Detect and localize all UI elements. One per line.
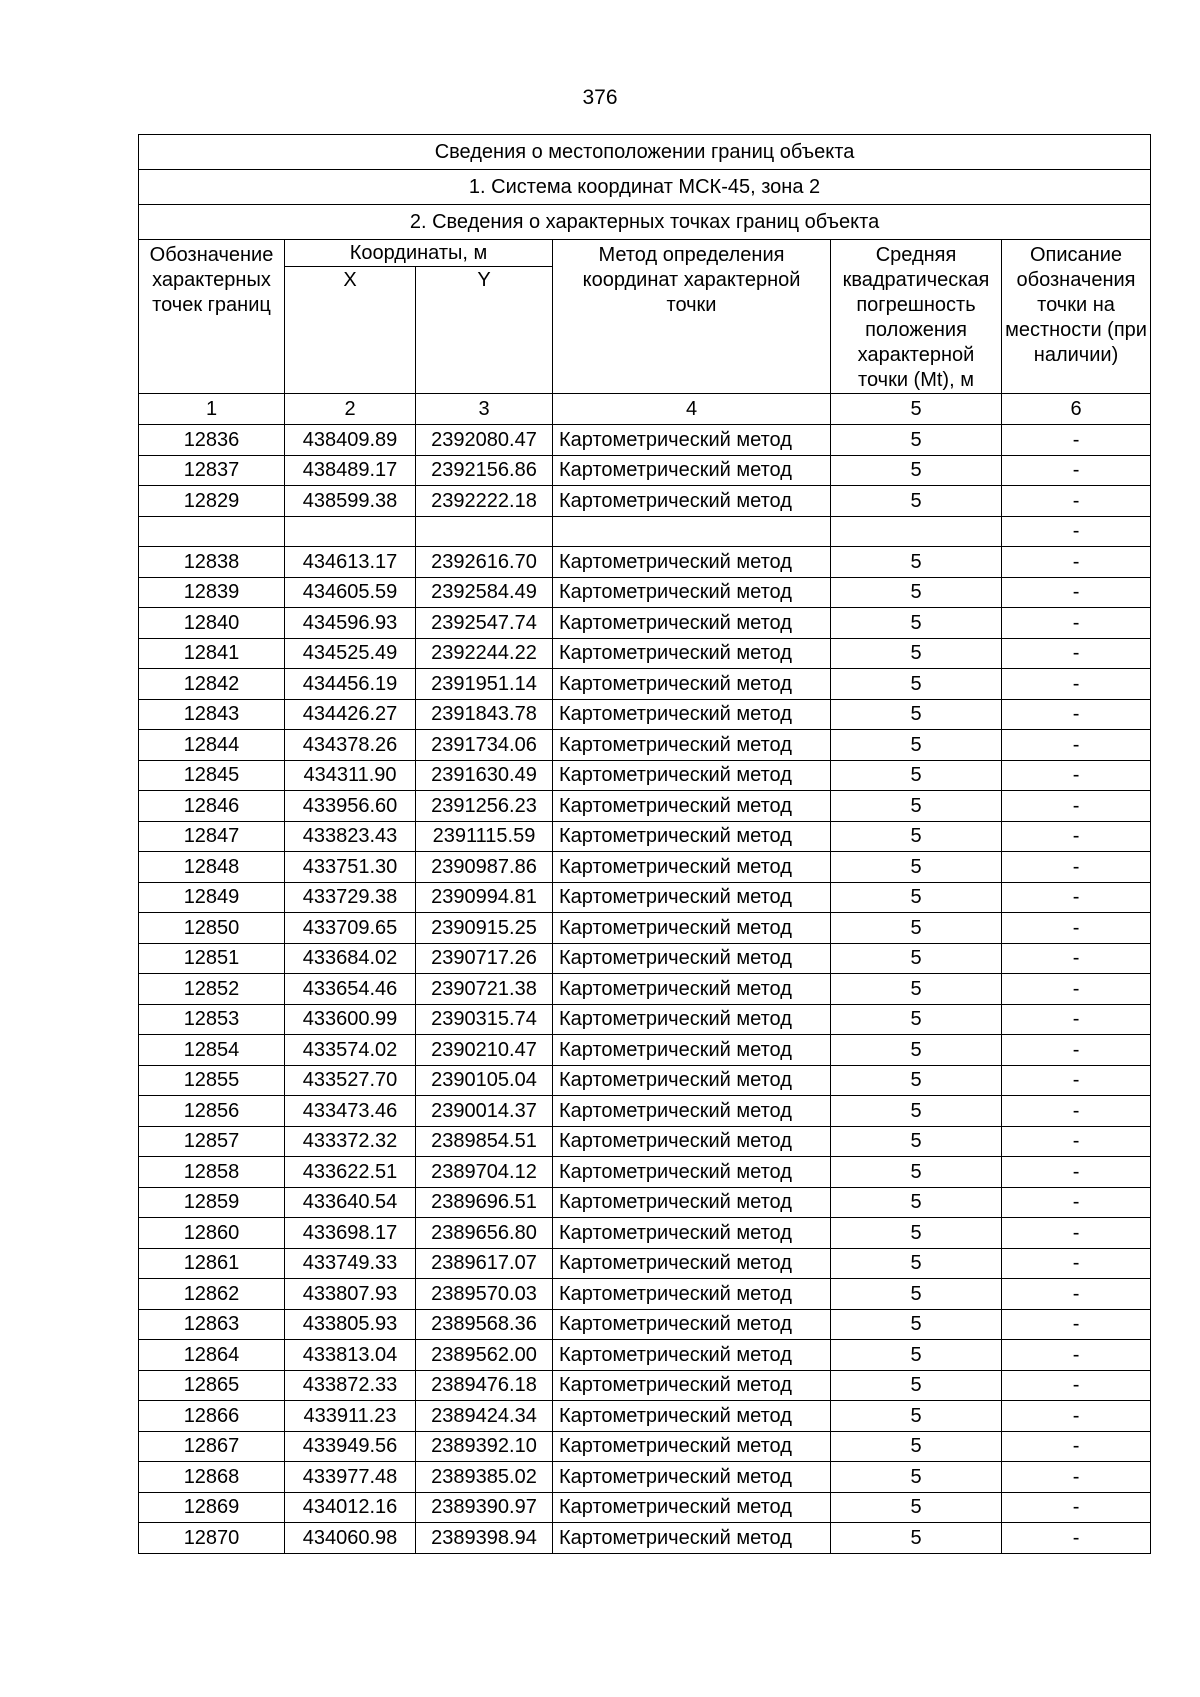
cell-x: 434426.27 — [285, 699, 416, 730]
cell-point: 12839 — [139, 577, 285, 608]
section-row — [139, 205, 1151, 240]
title-row — [139, 135, 1151, 170]
cell-mt — [831, 516, 1002, 547]
cell-y: 2390014.37 — [416, 1096, 553, 1127]
cell-point: 12847 — [139, 821, 285, 852]
cell-x: 433473.46 — [285, 1096, 416, 1127]
cell-description: - — [1002, 913, 1151, 944]
column-number: 5 — [831, 394, 1002, 425]
cell-description: - — [1002, 1218, 1151, 1249]
cell-x: 433600.99 — [285, 1004, 416, 1035]
cell-point: 12842 — [139, 669, 285, 700]
cell-description: - — [1002, 425, 1151, 456]
cell-point: 12865 — [139, 1370, 285, 1401]
cell-x: 433949.56 — [285, 1431, 416, 1462]
cell-description: - — [1002, 852, 1151, 883]
cell-y: 2389617.07 — [416, 1248, 553, 1279]
cell-point: 12852 — [139, 974, 285, 1005]
table-row — [139, 516, 1151, 547]
table-row — [139, 730, 1151, 761]
coordinate-system: 1. Система координат МСК-45, зона 2 — [139, 170, 1151, 205]
cell-y: 2389398.94 — [416, 1523, 553, 1554]
cell-y: 2389385.02 — [416, 1462, 553, 1493]
system-row — [139, 170, 1151, 205]
cell-description: - — [1002, 1431, 1151, 1462]
cell-method: Картометрический метод — [553, 1309, 831, 1340]
table-row — [139, 1035, 1151, 1066]
table-row — [139, 1096, 1151, 1127]
cell-point: 12845 — [139, 760, 285, 791]
cell-description: - — [1002, 516, 1151, 547]
table-row — [139, 1431, 1151, 1462]
cell-y: 2392547.74 — [416, 608, 553, 639]
table-row — [139, 1370, 1151, 1401]
cell-method: Картометрический метод — [553, 1126, 831, 1157]
cell-description: - — [1002, 608, 1151, 639]
cell-method: Картометрический метод — [553, 699, 831, 730]
cell-x: 438489.17 — [285, 455, 416, 486]
table-row — [139, 1309, 1151, 1340]
cell-y: 2390105.04 — [416, 1065, 553, 1096]
cell-mt: 5 — [831, 1218, 1002, 1249]
cell-x: 433729.38 — [285, 882, 416, 913]
cell-method: Картометрический метод — [553, 1065, 831, 1096]
cell-description: - — [1002, 1340, 1151, 1371]
cell-method: Картометрический метод — [553, 1431, 831, 1462]
cell-x: 433813.04 — [285, 1340, 416, 1371]
cell-point: 12848 — [139, 852, 285, 883]
page-number: 376 — [582, 86, 618, 109]
cell-y: 2389392.10 — [416, 1431, 553, 1462]
cell-description: - — [1002, 547, 1151, 578]
cell-method: Картометрический метод — [553, 821, 831, 852]
cell-description: - — [1002, 1492, 1151, 1523]
cell-point: 12853 — [139, 1004, 285, 1035]
table-row — [139, 791, 1151, 822]
table-row — [139, 913, 1151, 944]
cell-y: 2391630.49 — [416, 760, 553, 791]
cell-method: Картометрический метод — [553, 1370, 831, 1401]
cell-mt: 5 — [831, 852, 1002, 883]
cell-y — [416, 516, 553, 547]
cell-x: 434525.49 — [285, 638, 416, 669]
cell-method: Картометрический метод — [553, 760, 831, 791]
cell-y: 2390721.38 — [416, 974, 553, 1005]
cell-x: 433823.43 — [285, 821, 416, 852]
cell-method: Картометрический метод — [553, 1401, 831, 1432]
header-coordinates: Координаты, м — [285, 240, 553, 267]
cell-description: - — [1002, 821, 1151, 852]
column-number: 2 — [285, 394, 416, 425]
cell-x: 433805.93 — [285, 1309, 416, 1340]
cell-y: 2389390.97 — [416, 1492, 553, 1523]
cell-mt: 5 — [831, 1065, 1002, 1096]
cell-x — [285, 516, 416, 547]
cell-point: 12866 — [139, 1401, 285, 1432]
cell-y: 2389476.18 — [416, 1370, 553, 1401]
cell-mt: 5 — [831, 1462, 1002, 1493]
table-row — [139, 1218, 1151, 1249]
cell-mt: 5 — [831, 486, 1002, 517]
cell-point: 12868 — [139, 1462, 285, 1493]
table-row — [139, 1187, 1151, 1218]
cell-x: 434012.16 — [285, 1492, 416, 1523]
cell-point: 12849 — [139, 882, 285, 913]
cell-y: 2392616.70 — [416, 547, 553, 578]
cell-y: 2390987.86 — [416, 852, 553, 883]
cell-description: - — [1002, 730, 1151, 761]
cell-description: - — [1002, 577, 1151, 608]
cell-point: 12863 — [139, 1309, 285, 1340]
cell-mt: 5 — [831, 1248, 1002, 1279]
cell-mt: 5 — [831, 669, 1002, 700]
cell-description: - — [1002, 1096, 1151, 1127]
cell-description: - — [1002, 1279, 1151, 1310]
cell-method: Картометрический метод — [553, 1462, 831, 1493]
cell-description: - — [1002, 1401, 1151, 1432]
cell-y: 2391734.06 — [416, 730, 553, 761]
table-row — [139, 425, 1151, 456]
cell-description: - — [1002, 699, 1151, 730]
cell-x: 434378.26 — [285, 730, 416, 761]
cell-description: - — [1002, 1248, 1151, 1279]
table-row — [139, 638, 1151, 669]
cell-mt: 5 — [831, 1279, 1002, 1310]
cell-x: 434311.90 — [285, 760, 416, 791]
cell-description: - — [1002, 1004, 1151, 1035]
cell-point: 12856 — [139, 1096, 285, 1127]
table-row — [139, 1065, 1151, 1096]
cell-description: - — [1002, 974, 1151, 1005]
cell-point: 12850 — [139, 913, 285, 944]
table-row — [139, 486, 1151, 517]
header-description: Описание обозначения точки на местности (при наличии) — [1002, 240, 1151, 394]
cell-y: 2391951.14 — [416, 669, 553, 700]
cell-point: 12836 — [139, 425, 285, 456]
cell-y: 2390717.26 — [416, 943, 553, 974]
table-row — [139, 608, 1151, 639]
cell-x: 433807.93 — [285, 1279, 416, 1310]
cell-point: 12855 — [139, 1065, 285, 1096]
table-row — [139, 821, 1151, 852]
cell-point: 12859 — [139, 1187, 285, 1218]
header-designation: Обозначение характерных точек границ — [139, 240, 285, 394]
column-number: 3 — [416, 394, 553, 425]
cell-method: Картометрический метод — [553, 486, 831, 517]
cell-x: 433640.54 — [285, 1187, 416, 1218]
cell-y: 2389424.34 — [416, 1401, 553, 1432]
cell-method: Картометрический метод — [553, 455, 831, 486]
cell-mt: 5 — [831, 1035, 1002, 1066]
cell-point: 12837 — [139, 455, 285, 486]
table-row — [139, 974, 1151, 1005]
cell-y: 2389656.80 — [416, 1218, 553, 1249]
cell-description: - — [1002, 638, 1151, 669]
cell-method: Картометрический метод — [553, 1279, 831, 1310]
cell-x: 434596.93 — [285, 608, 416, 639]
cell-y: 2389704.12 — [416, 1157, 553, 1188]
cell-y: 2392222.18 — [416, 486, 553, 517]
column-number: 1 — [139, 394, 285, 425]
cell-point — [139, 516, 285, 547]
table-row — [139, 1462, 1151, 1493]
cell-mt: 5 — [831, 1157, 1002, 1188]
table-row — [139, 669, 1151, 700]
cell-mt: 5 — [831, 1492, 1002, 1523]
cell-mt: 5 — [831, 1309, 1002, 1340]
cell-y: 2390210.47 — [416, 1035, 553, 1066]
header-error: Средняя квадратическая погрешность положения характерной точки (Mt), м — [831, 240, 1002, 394]
cell-y: 2391115.59 — [416, 821, 553, 852]
cell-description: - — [1002, 1309, 1151, 1340]
cell-point: 12870 — [139, 1523, 285, 1554]
cell-x: 433574.02 — [285, 1035, 416, 1066]
cell-description: - — [1002, 1035, 1151, 1066]
cell-y: 2389570.03 — [416, 1279, 553, 1310]
cell-y: 2392080.47 — [416, 425, 553, 456]
cell-x: 433622.51 — [285, 1157, 416, 1188]
cell-point: 12851 — [139, 943, 285, 974]
cell-method: Картометрический метод — [553, 730, 831, 761]
cell-mt: 5 — [831, 760, 1002, 791]
cell-x: 438599.38 — [285, 486, 416, 517]
table-body — [139, 135, 1151, 1554]
cell-point: 12864 — [139, 1340, 285, 1371]
header-row — [139, 240, 1151, 267]
cell-method: Картометрический метод — [553, 577, 831, 608]
cell-y: 2390994.81 — [416, 882, 553, 913]
cell-method: Картометрический метод — [553, 913, 831, 944]
cell-point: 12858 — [139, 1157, 285, 1188]
cell-x: 433956.60 — [285, 791, 416, 822]
table-title: Сведения о местоположении границ объекта — [139, 135, 1151, 170]
cell-x: 433684.02 — [285, 943, 416, 974]
cell-y: 2389568.36 — [416, 1309, 553, 1340]
cell-method: Картометрический метод — [553, 1523, 831, 1554]
table-row — [139, 1523, 1151, 1554]
cell-x: 434060.98 — [285, 1523, 416, 1554]
cell-y: 2390315.74 — [416, 1004, 553, 1035]
cell-description: - — [1002, 1187, 1151, 1218]
cell-x: 433654.46 — [285, 974, 416, 1005]
cell-y: 2391256.23 — [416, 791, 553, 822]
cell-x: 434613.17 — [285, 547, 416, 578]
cell-method: Картометрический метод — [553, 1004, 831, 1035]
cell-y: 2392156.86 — [416, 455, 553, 486]
cell-mt: 5 — [831, 1187, 1002, 1218]
table-row — [139, 1340, 1151, 1371]
table-row — [139, 1004, 1151, 1035]
cell-description: - — [1002, 486, 1151, 517]
cell-point: 12861 — [139, 1248, 285, 1279]
cell-description: - — [1002, 1065, 1151, 1096]
cell-method: Картометрический метод — [553, 791, 831, 822]
cell-mt: 5 — [831, 699, 1002, 730]
cell-mt: 5 — [831, 1370, 1002, 1401]
cell-y: 2389562.00 — [416, 1340, 553, 1371]
cell-point: 12841 — [139, 638, 285, 669]
cell-description: - — [1002, 455, 1151, 486]
cell-mt: 5 — [831, 425, 1002, 456]
cell-description: - — [1002, 1523, 1151, 1554]
cell-description: - — [1002, 791, 1151, 822]
cell-method: Картометрический метод — [553, 669, 831, 700]
cell-description: - — [1002, 1370, 1151, 1401]
cell-x: 433872.33 — [285, 1370, 416, 1401]
cell-x: 433749.33 — [285, 1248, 416, 1279]
cell-mt: 5 — [831, 882, 1002, 913]
cell-description: - — [1002, 1462, 1151, 1493]
cell-x: 433751.30 — [285, 852, 416, 883]
cell-x: 433527.70 — [285, 1065, 416, 1096]
cell-mt: 5 — [831, 1126, 1002, 1157]
cell-method: Картометрический метод — [553, 1492, 831, 1523]
cell-point: 12860 — [139, 1218, 285, 1249]
cell-description: - — [1002, 1157, 1151, 1188]
table-row — [139, 943, 1151, 974]
cell-mt: 5 — [831, 1401, 1002, 1432]
column-number: 4 — [553, 394, 831, 425]
cell-method: Картометрический метод — [553, 1157, 831, 1188]
cell-x: 433709.65 — [285, 913, 416, 944]
table-row — [139, 760, 1151, 791]
cell-y: 2389696.51 — [416, 1187, 553, 1218]
boundary-points-table — [138, 134, 1151, 1554]
cell-mt: 5 — [831, 913, 1002, 944]
cell-method: Картометрический метод — [553, 974, 831, 1005]
cell-mt: 5 — [831, 1004, 1002, 1035]
table-row — [139, 1248, 1151, 1279]
cell-y: 2392584.49 — [416, 577, 553, 608]
table-row — [139, 1126, 1151, 1157]
cell-point: 12862 — [139, 1279, 285, 1310]
cell-mt: 5 — [831, 1431, 1002, 1462]
cell-point: 12869 — [139, 1492, 285, 1523]
cell-mt: 5 — [831, 821, 1002, 852]
cell-mt: 5 — [831, 791, 1002, 822]
cell-point: 12867 — [139, 1431, 285, 1462]
table-row — [139, 852, 1151, 883]
cell-x: 438409.89 — [285, 425, 416, 456]
cell-description: - — [1002, 943, 1151, 974]
header-y: Y — [416, 267, 553, 394]
table-row — [139, 547, 1151, 578]
cell-mt: 5 — [831, 577, 1002, 608]
cell-method: Картометрический метод — [553, 1340, 831, 1371]
cell-point: 12838 — [139, 547, 285, 578]
cell-description: - — [1002, 882, 1151, 913]
cell-mt: 5 — [831, 638, 1002, 669]
table-row — [139, 1401, 1151, 1432]
cell-mt: 5 — [831, 1340, 1002, 1371]
cell-x: 434605.59 — [285, 577, 416, 608]
cell-point: 12857 — [139, 1126, 285, 1157]
column-number-row — [139, 394, 1151, 425]
cell-method: Картометрический метод — [553, 1187, 831, 1218]
cell-method: Картометрический метод — [553, 1248, 831, 1279]
cell-description: - — [1002, 669, 1151, 700]
cell-x: 433977.48 — [285, 1462, 416, 1493]
cell-point: 12829 — [139, 486, 285, 517]
cell-point: 12854 — [139, 1035, 285, 1066]
cell-mt: 5 — [831, 1523, 1002, 1554]
cell-point: 12846 — [139, 791, 285, 822]
cell-mt: 5 — [831, 608, 1002, 639]
cell-method: Картометрический метод — [553, 882, 831, 913]
cell-x: 434456.19 — [285, 669, 416, 700]
table-row — [139, 1492, 1151, 1523]
cell-method: Картометрический метод — [553, 608, 831, 639]
cell-y: 2391843.78 — [416, 699, 553, 730]
section-title: 2. Сведения о характерных точках границ объекта — [139, 205, 1151, 240]
cell-x: 433372.32 — [285, 1126, 416, 1157]
cell-method — [553, 516, 831, 547]
header-x: X — [285, 267, 416, 394]
table-row — [139, 882, 1151, 913]
cell-point: 12844 — [139, 730, 285, 761]
cell-method: Картометрический метод — [553, 1096, 831, 1127]
cell-y: 2390915.25 — [416, 913, 553, 944]
cell-point: 12843 — [139, 699, 285, 730]
cell-mt: 5 — [831, 455, 1002, 486]
cell-point: 12840 — [139, 608, 285, 639]
cell-y: 2392244.22 — [416, 638, 553, 669]
cell-mt: 5 — [831, 547, 1002, 578]
table-row — [139, 577, 1151, 608]
cell-method: Картометрический метод — [553, 638, 831, 669]
cell-description: - — [1002, 760, 1151, 791]
cell-mt: 5 — [831, 730, 1002, 761]
cell-method: Картометрический метод — [553, 852, 831, 883]
table-row — [139, 1279, 1151, 1310]
cell-x: 433911.23 — [285, 1401, 416, 1432]
cell-method: Картометрический метод — [553, 1035, 831, 1066]
cell-x: 433698.17 — [285, 1218, 416, 1249]
header-method: Метод определения координат характерной точки — [553, 240, 831, 394]
cell-mt: 5 — [831, 943, 1002, 974]
cell-y: 2389854.51 — [416, 1126, 553, 1157]
cell-method: Картометрический метод — [553, 425, 831, 456]
cell-method: Картометрический метод — [553, 547, 831, 578]
cell-mt: 5 — [831, 1096, 1002, 1127]
table-row — [139, 699, 1151, 730]
table-row — [139, 1157, 1151, 1188]
column-number: 6 — [1002, 394, 1151, 425]
table-row — [139, 455, 1151, 486]
cell-method: Картометрический метод — [553, 943, 831, 974]
cell-description: - — [1002, 1126, 1151, 1157]
cell-method: Картометрический метод — [553, 1218, 831, 1249]
cell-mt: 5 — [831, 974, 1002, 1005]
